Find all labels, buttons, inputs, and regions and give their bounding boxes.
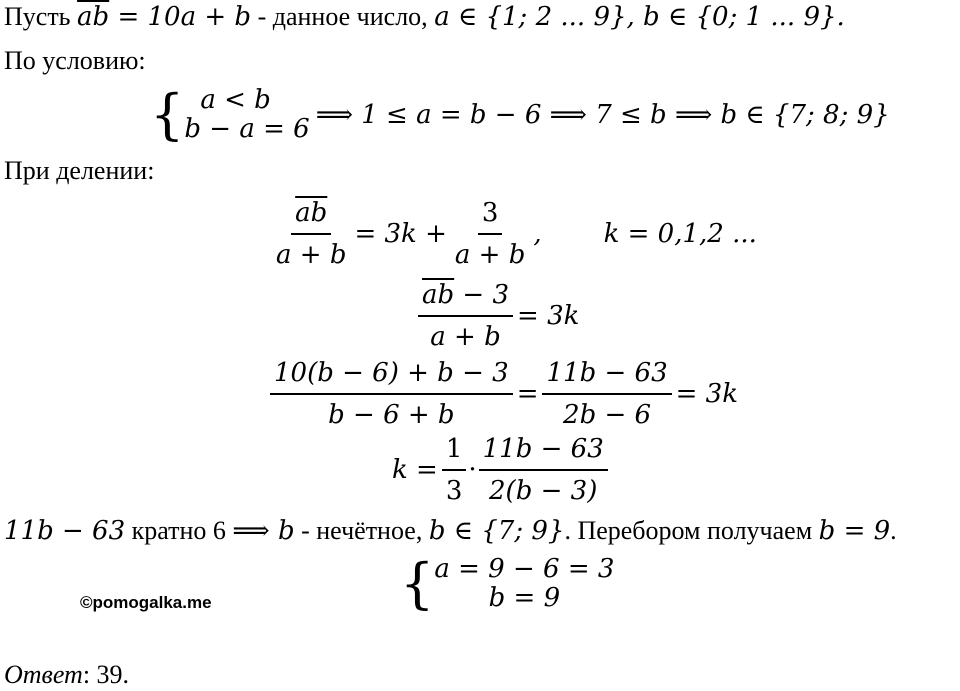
fraction-remainder [451, 195, 529, 273]
period: . [890, 516, 897, 545]
fraction-substituted [270, 355, 513, 433]
arrow-b: ⟹ b [232, 516, 295, 546]
equation-2 [414, 276, 714, 356]
system-rows [184, 86, 309, 144]
fraction-simplified [542, 355, 671, 433]
system-row-1: a < b [200, 85, 271, 115]
equation-3 [266, 354, 826, 434]
fraction-final [479, 431, 608, 509]
divisible-text: кратно 6 [125, 516, 233, 545]
multiply-dot: · [468, 455, 477, 485]
system-row-a: a = 9 − 6 = 3 [434, 554, 615, 584]
watermark: ©pomogalka.me [80, 593, 212, 612]
system-rows [434, 555, 614, 613]
implication-chain: ⟹ 1 ≤ a = b − 6 ⟹ 7 ≤ b ⟹ b ∈ {7; 8; 9} [315, 100, 890, 130]
equals-sign: = [516, 379, 539, 409]
fraction-ab-over-sum [272, 195, 350, 273]
answer-value: : 39. [82, 660, 130, 689]
set-a: a ∈ {1; 2 ... 9}, [434, 2, 635, 32]
equation-4 [392, 430, 792, 510]
fraction-numerator: 10(b − 6) + b − 3 [270, 355, 513, 395]
equals-3k: = 3k [517, 301, 580, 331]
fraction-numerator: $\overline{ab}$ [291, 195, 331, 235]
remainder-numerator: 3 [478, 195, 503, 235]
fraction-one-third [442, 431, 467, 509]
parity-line [4, 516, 897, 546]
remainder-denominator: a + b [454, 240, 526, 270]
number-expansion: = 10a + b [109, 2, 252, 32]
set-b: b ∈ {0; 1 ... 9}. [634, 2, 845, 32]
k-equals: k = [392, 455, 438, 485]
odd-text: - нечётное, [294, 516, 429, 545]
fraction-denominator: a + b [430, 322, 501, 352]
condition-system [150, 84, 910, 146]
fraction-numerator: 11b − 63 [479, 431, 608, 471]
system-brace: { [400, 552, 435, 615]
equation-1 [268, 194, 868, 274]
fraction-numerator: 11b − 63 [542, 355, 671, 395]
division-heading: При делении: [4, 156, 155, 185]
fraction-denominator: 2(b − 3) [489, 476, 598, 506]
comma: , [533, 219, 542, 249]
fraction-denominator: 2b − 6 [563, 400, 652, 430]
intro-desc: - данное число, [251, 2, 435, 31]
system-row-b: b = 9 [488, 583, 561, 613]
fraction-denominator: a + b [276, 240, 347, 270]
equals-3k-plus: = 3k + [354, 219, 447, 249]
equals-3k: = 3k [675, 379, 738, 409]
answer-label: Ответ [4, 660, 83, 689]
system-row-2: b − a = 6 [184, 114, 310, 144]
result-b: b = 9 [818, 516, 891, 546]
system-brace: { [150, 83, 185, 146]
fraction-ab-minus-3 [418, 277, 513, 355]
condition-heading: По условию: [4, 46, 146, 75]
intro-line [4, 2, 845, 32]
k-range: k = 0,1,2 ... [603, 219, 757, 249]
fraction-numerator: 1 [442, 431, 467, 471]
set-b-odd: b ∈ {7; 9} [428, 516, 565, 546]
number-ab: $\overline{ab}$ [77, 2, 110, 32]
search-text: . Перебором получаем [564, 516, 819, 545]
solution-system [400, 552, 660, 616]
fraction-numerator: $\overline{ab} - 3$ [418, 277, 513, 317]
intro-text: Пусть [4, 2, 78, 31]
fraction-denominator: 3 [445, 476, 463, 506]
fraction-denominator: b − 6 + b [328, 400, 455, 430]
answer-line [4, 660, 129, 690]
expr-11b-63: 11b − 63 [4, 516, 126, 546]
